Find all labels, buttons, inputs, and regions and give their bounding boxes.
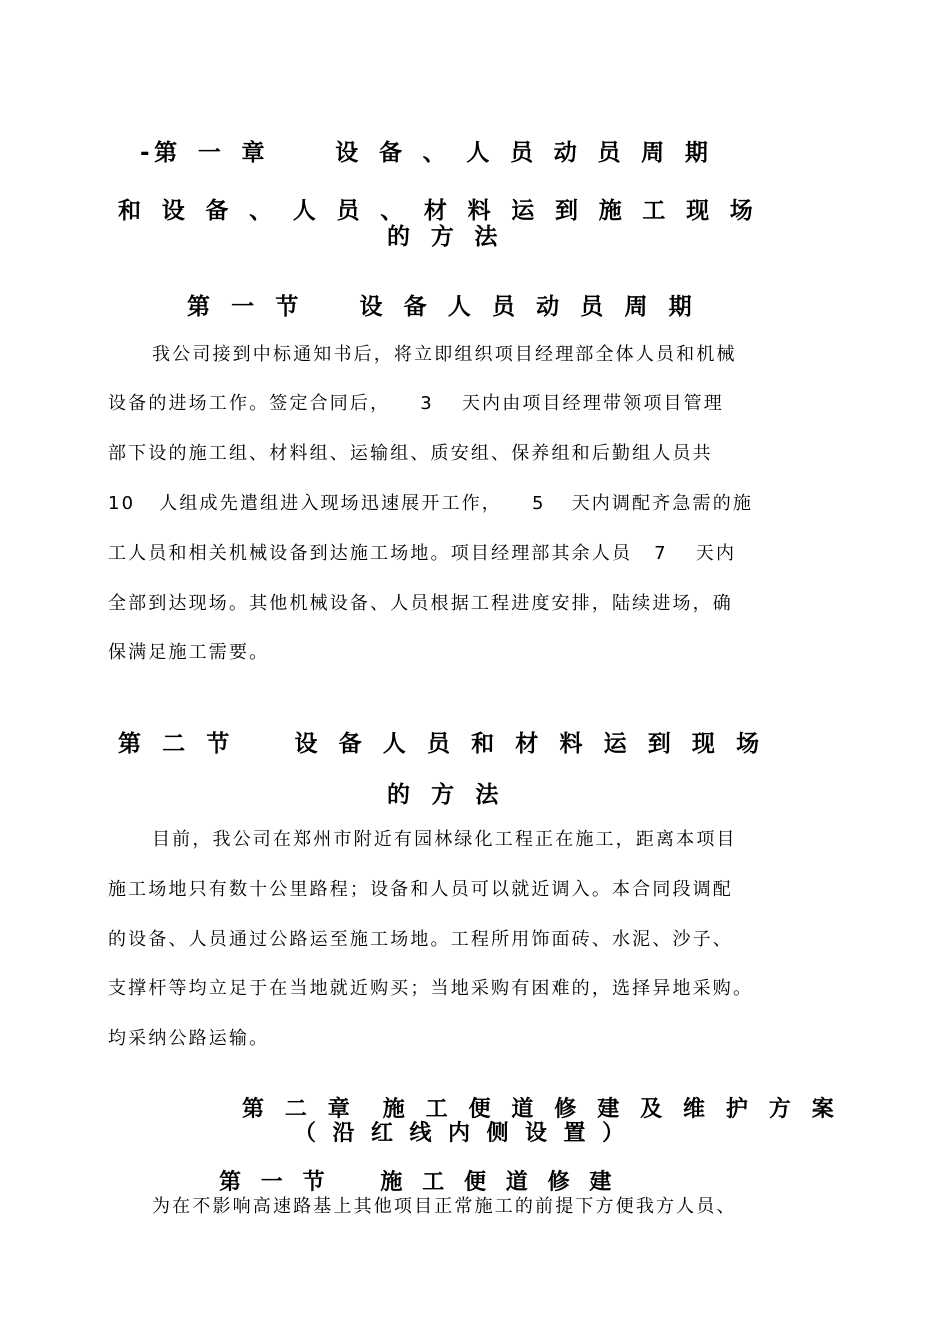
line-text: 天内调配齐急需的施 — [571, 493, 754, 514]
section-2-line-5: 均采纳公路运输。 — [108, 1028, 270, 1049]
chapter-1-heading — [140, 134, 729, 167]
section-3-line-1: 为在不影响高速路基上其他项目正常施工的前提下方便我方人员、 — [152, 1196, 737, 1217]
chapter-1-label: 第一章 — [154, 140, 286, 166]
day-count: 3 — [420, 393, 434, 414]
section-1-line-2 — [108, 389, 724, 415]
section-1-title: 设备人员动员周期 — [359, 294, 713, 320]
line-text: 工人员和相关机械设备到达施工场地。项目经理部其余人员 — [108, 543, 633, 564]
chapter-1-subtitle-line-1: 和设备、人员、材料运到施工现场 — [118, 198, 774, 224]
section-2-line-2: 施工场地只有数十公里路程；设备和人员可以就近调入。本合同段调配 — [108, 879, 733, 900]
chapter-2-label: 第二章 — [242, 1097, 371, 1122]
line-text: 天内由项目经理带领项目管理 — [461, 393, 724, 414]
section-1-line-3: 部下设的施工组、材料组、运输组、质安组、保养组和后勤组人员共 — [108, 443, 713, 464]
day-count: 5 — [531, 493, 546, 514]
section-1-label: 第一节 — [187, 294, 320, 320]
line-text: 设备的进场工作。签定合同后， — [108, 393, 391, 414]
chapter-1-subtitle-line-2: 的方法 — [387, 224, 519, 250]
section-2-line-3: 的设备、人员通过公路运至施工场地。工程所用饰面砖、水泥、沙子、 — [108, 929, 733, 950]
day-count: 7 — [654, 543, 668, 564]
people-count: 10 — [108, 493, 136, 514]
section-2-label: 第二节 — [118, 731, 251, 757]
section-1-line-6: 全部到达现场。其他机械设备、人员根据工程进度安排，陆续进场，确 — [108, 593, 733, 614]
section-1-line-4 — [108, 489, 753, 515]
section-2-title-line-2: 的方法 — [387, 782, 520, 808]
section-2-line-1: 目前，我公司在郑州市附近有园林绿化工程正在施工，距离本项目 — [152, 829, 737, 850]
section-3-label: 第一节 — [219, 1170, 345, 1195]
chapter-2-note: （沿红线内侧设置） — [294, 1121, 641, 1146]
section-1-line-7: 保满足施工需要。 — [108, 642, 270, 663]
line-text: 人组成先遣组进入现场迅速展开工作， — [159, 493, 502, 514]
line-text: 天内 — [695, 543, 737, 564]
section-3-title: 施工便道修建 — [380, 1170, 632, 1195]
section-1-heading — [187, 288, 713, 321]
chapter-2-title: 施工便道修建及维护方案 — [382, 1097, 855, 1122]
section-2-heading — [118, 725, 780, 758]
chapter-1-prefix: - — [140, 140, 155, 166]
section-1-line-1: 我公司接到中标通知书后，将立即组织项目经理部全体人员和机械 — [152, 344, 737, 365]
chapter-1-title: 设备、人员动员周期 — [335, 140, 729, 166]
section-2-title-line-1: 设备人员和材料运到现场 — [294, 731, 781, 757]
section-2-line-4: 支撑杆等均立足于在当地就近购买；当地采购有困难的，选择异地采购。 — [108, 978, 754, 999]
section-1-line-5 — [108, 539, 736, 565]
